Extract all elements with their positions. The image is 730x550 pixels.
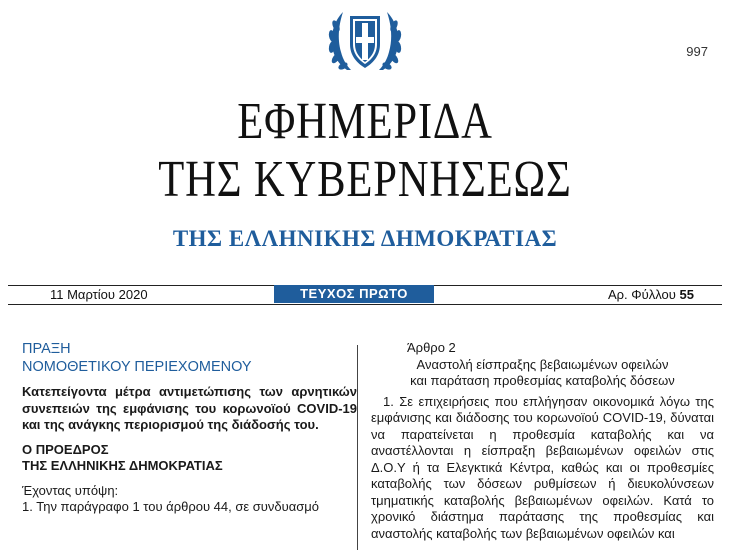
greek-coat-of-arms-icon (317, 8, 413, 74)
president-line2: ΤΗΣ ΕΛΛΗΝΙΚΗΣ ΔΗΜΟΚΡΑΤΙΑΣ (22, 458, 223, 473)
sheet-label: Αρ. Φύλλου (607, 287, 676, 302)
article-title-line2: και παράταση προθεσμίας καταβολής δόσεων (410, 373, 675, 388)
article-heading: Άρθρο 2 (407, 340, 456, 355)
issue-label: ΤΕΥΧΟΣ ΠΡΩΤΟ (274, 285, 434, 303)
act-summary: Κατεπείγοντα μέτρα αντιμετώπισης των αρνητικών συνεπειών της εμφάνισης του κορωνοϊού COVID-19 και της ανάγκης περιορισμού της διάδοσής του. (22, 384, 357, 432)
considering-label: Έχοντας υπόψη: (22, 482, 119, 498)
sheet-number (608, 287, 694, 302)
act-type-line2: ΝΟΜΟΘΕΤΙΚΟΥ ΠΕΡΙΕΧΟΜΕΝΟΥ (22, 359, 252, 375)
page-number: 997 (686, 44, 708, 59)
act-type-line1: ΠΡΑΞΗ (22, 341, 71, 357)
right-column (371, 340, 714, 542)
issue-date: 11 Μαρτίου 2020 (50, 287, 148, 302)
gazette-subtitle: ΤΗΣ ΕΛΛΗΝΙΚΗΣ ΔΗΜΟΚΡΑΤΙΑΣ (172, 226, 558, 251)
president-line1: Ο ΠΡΟΕΔΡΟΣ (22, 441, 109, 457)
left-column (22, 340, 357, 516)
issue-band (8, 285, 722, 305)
article-title-line1: Αναστολή είσπραξης βεβαιωμένων οφειλών (416, 356, 669, 372)
column-divider (357, 345, 358, 550)
gazette-title-line1: ΕΦΗΜΕΡΙΔΑ (237, 93, 493, 150)
gazette-title-line2: ΤΗΣ ΚΥΒΕΡΝΗΣΕΩΣ (158, 151, 572, 208)
article-paragraph-1: 1. Σε επιχειρήσεις που επλήγησαν οικονομικά λόγω της εμφάνισης και διάδοσης του κορωνοϊού COVID-19, δύναται να παρατείνεται η προθεσμία καταβολής και να αναστέλλονται η είσπραξη βεβαιωμένων οφειλών στις Δ.Ο.Υ ή τα Ελεγκτικά Κέντρα, καθώς και οι προθεσμίες καταβολής των δόσεων ρυθμίσεων ή διευκολύνσεων τμηματικής καταβολής βεβαιωμένων οφειλών. Κατά το χρονικό διάστημα παράτασης της προθεσμίας και αναστολής καταβολής των βεβαιωμένων οφειλών και (371, 393, 714, 541)
item-1: 1. Την παράγραφο 1 του άρθρου 44, σε συνδυασμό (22, 499, 320, 514)
sheet-number-value: 55 (679, 287, 694, 302)
